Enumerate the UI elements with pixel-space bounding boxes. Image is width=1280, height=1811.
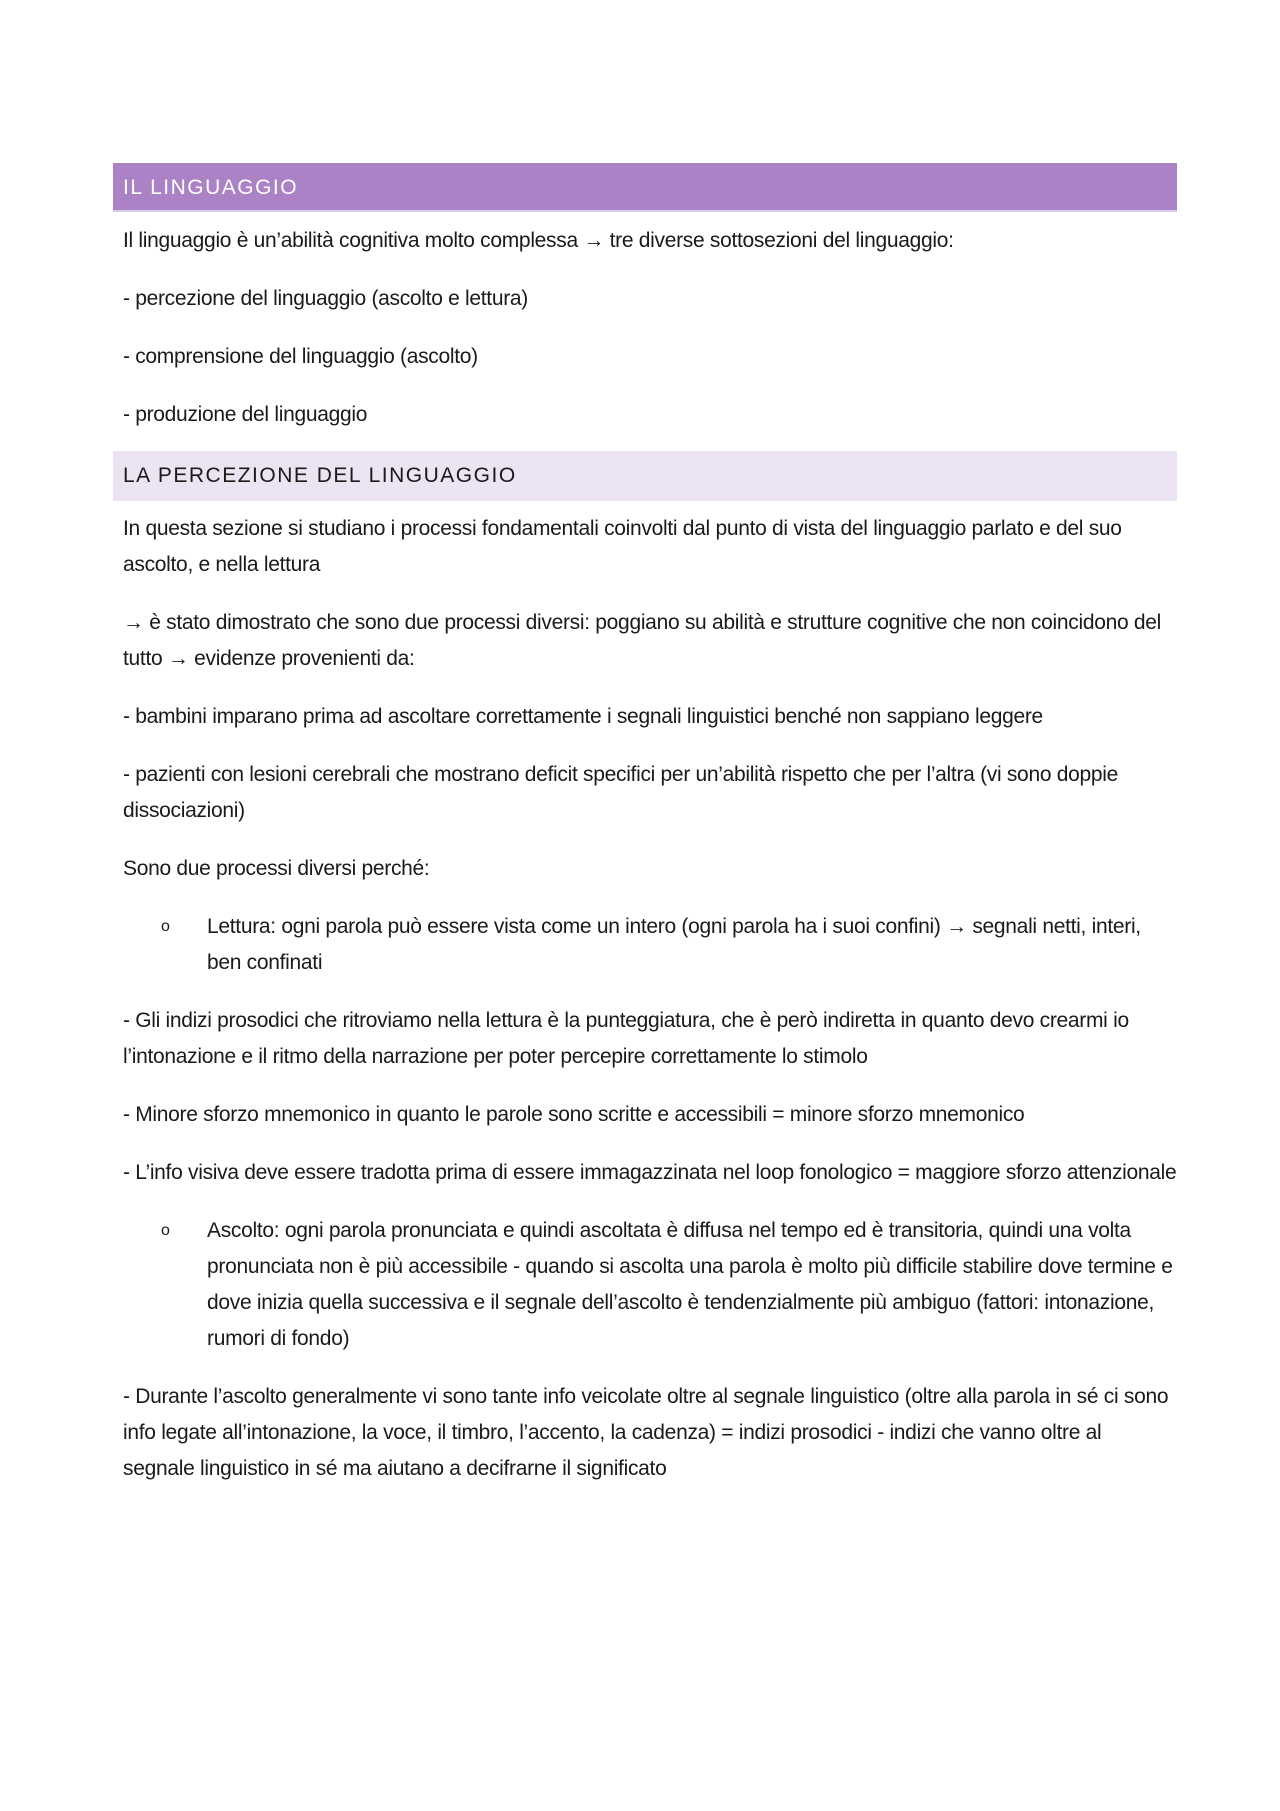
list-item: - Durante l’ascolto generalmente vi sono tante info veicolate oltre al segnale linguistico (oltre alla parola in sé ci sono info legate all’intonazione, la voce, il timbro, l’accento, la cadenza) = indizi prosodici - indizi che vanno oltre al segnale linguistico in sé ma aiutano a decifrarne il significato xyxy=(123,1385,1169,1480)
circle-bullet-icon: o xyxy=(161,1222,170,1239)
paragraph: In questa sezione si studiano i processi fondamentali coinvolti dal punto di vista del linguaggio parlato e del suo ascolto, e nella lettura xyxy=(123,517,1122,576)
document-page xyxy=(113,163,1177,1487)
list-item: - percezione del linguaggio (ascolto e lettura) xyxy=(123,287,528,310)
bullet-text: Ascolto: ogni parola pronunciata e quindi ascoltata è diffusa nel tempo ed è transitoria, quindi una volta pronunciata non è più accessibile - quando si ascolta una parola è molto più difficile stabilire dove termine e dove inizia quella successiva e il segnale dell’ascolto è tendenzialmente più ambiguo (fattori: intonazione, rumori di fondo) xyxy=(207,1219,1173,1350)
heading-percezione: LA PERCEZIONE DEL LINGUAGGIO xyxy=(113,451,1177,501)
circle-bullet-icon: o xyxy=(161,918,170,935)
list-item: - comprensione del linguaggio (ascolto) xyxy=(123,345,478,368)
list-item: - produzione del linguaggio xyxy=(123,403,368,426)
bullet-lettura xyxy=(113,909,1177,981)
paragraph: → è stato dimostrato che sono due processi diversi: poggiano su abilità e strutture cognitive che non coincidono del tutto → evidenze provenienti da: xyxy=(123,611,1161,670)
list-item: - L’info visiva deve essere tradotta prima di essere immagazzinata nel loop fonologico = maggiore sforzo attenzionale xyxy=(123,1161,1177,1184)
bullet-ascolto xyxy=(113,1213,1177,1357)
list-item: - Gli indizi prosodici che ritroviamo nella lettura è la punteggiatura, che è però indiretta in quanto devo crearmi io l’intonazione e il ritmo della narrazione per poter percepire correttamente lo stimolo xyxy=(123,1009,1129,1068)
list-item: - pazienti con lesioni cerebrali che mostrano deficit specifici per un’abilità rispetto che per l’altra (vi sono doppie dissociazioni) xyxy=(123,763,1118,822)
heading-il-linguaggio: IL LINGUAGGIO xyxy=(113,163,1177,212)
list-item: - bambini imparano prima ad ascoltare correttamente i segnali linguistici benché non sappiano leggere xyxy=(123,705,1043,728)
bullet-text: Lettura: ogni parola può essere vista come un intero (ogni parola ha i suoi confini) → segnali netti, interi, ben confinati xyxy=(207,915,1141,974)
paragraph: Il linguaggio è un’abilità cognitiva molto complessa → tre diverse sottosezioni del linguaggio: xyxy=(123,229,954,252)
paragraph: Sono due processi diversi perché: xyxy=(123,857,430,880)
list-item: - Minore sforzo mnemonico in quanto le parole sono scritte e accessibili = minore sforzo mnemonico xyxy=(123,1103,1025,1126)
